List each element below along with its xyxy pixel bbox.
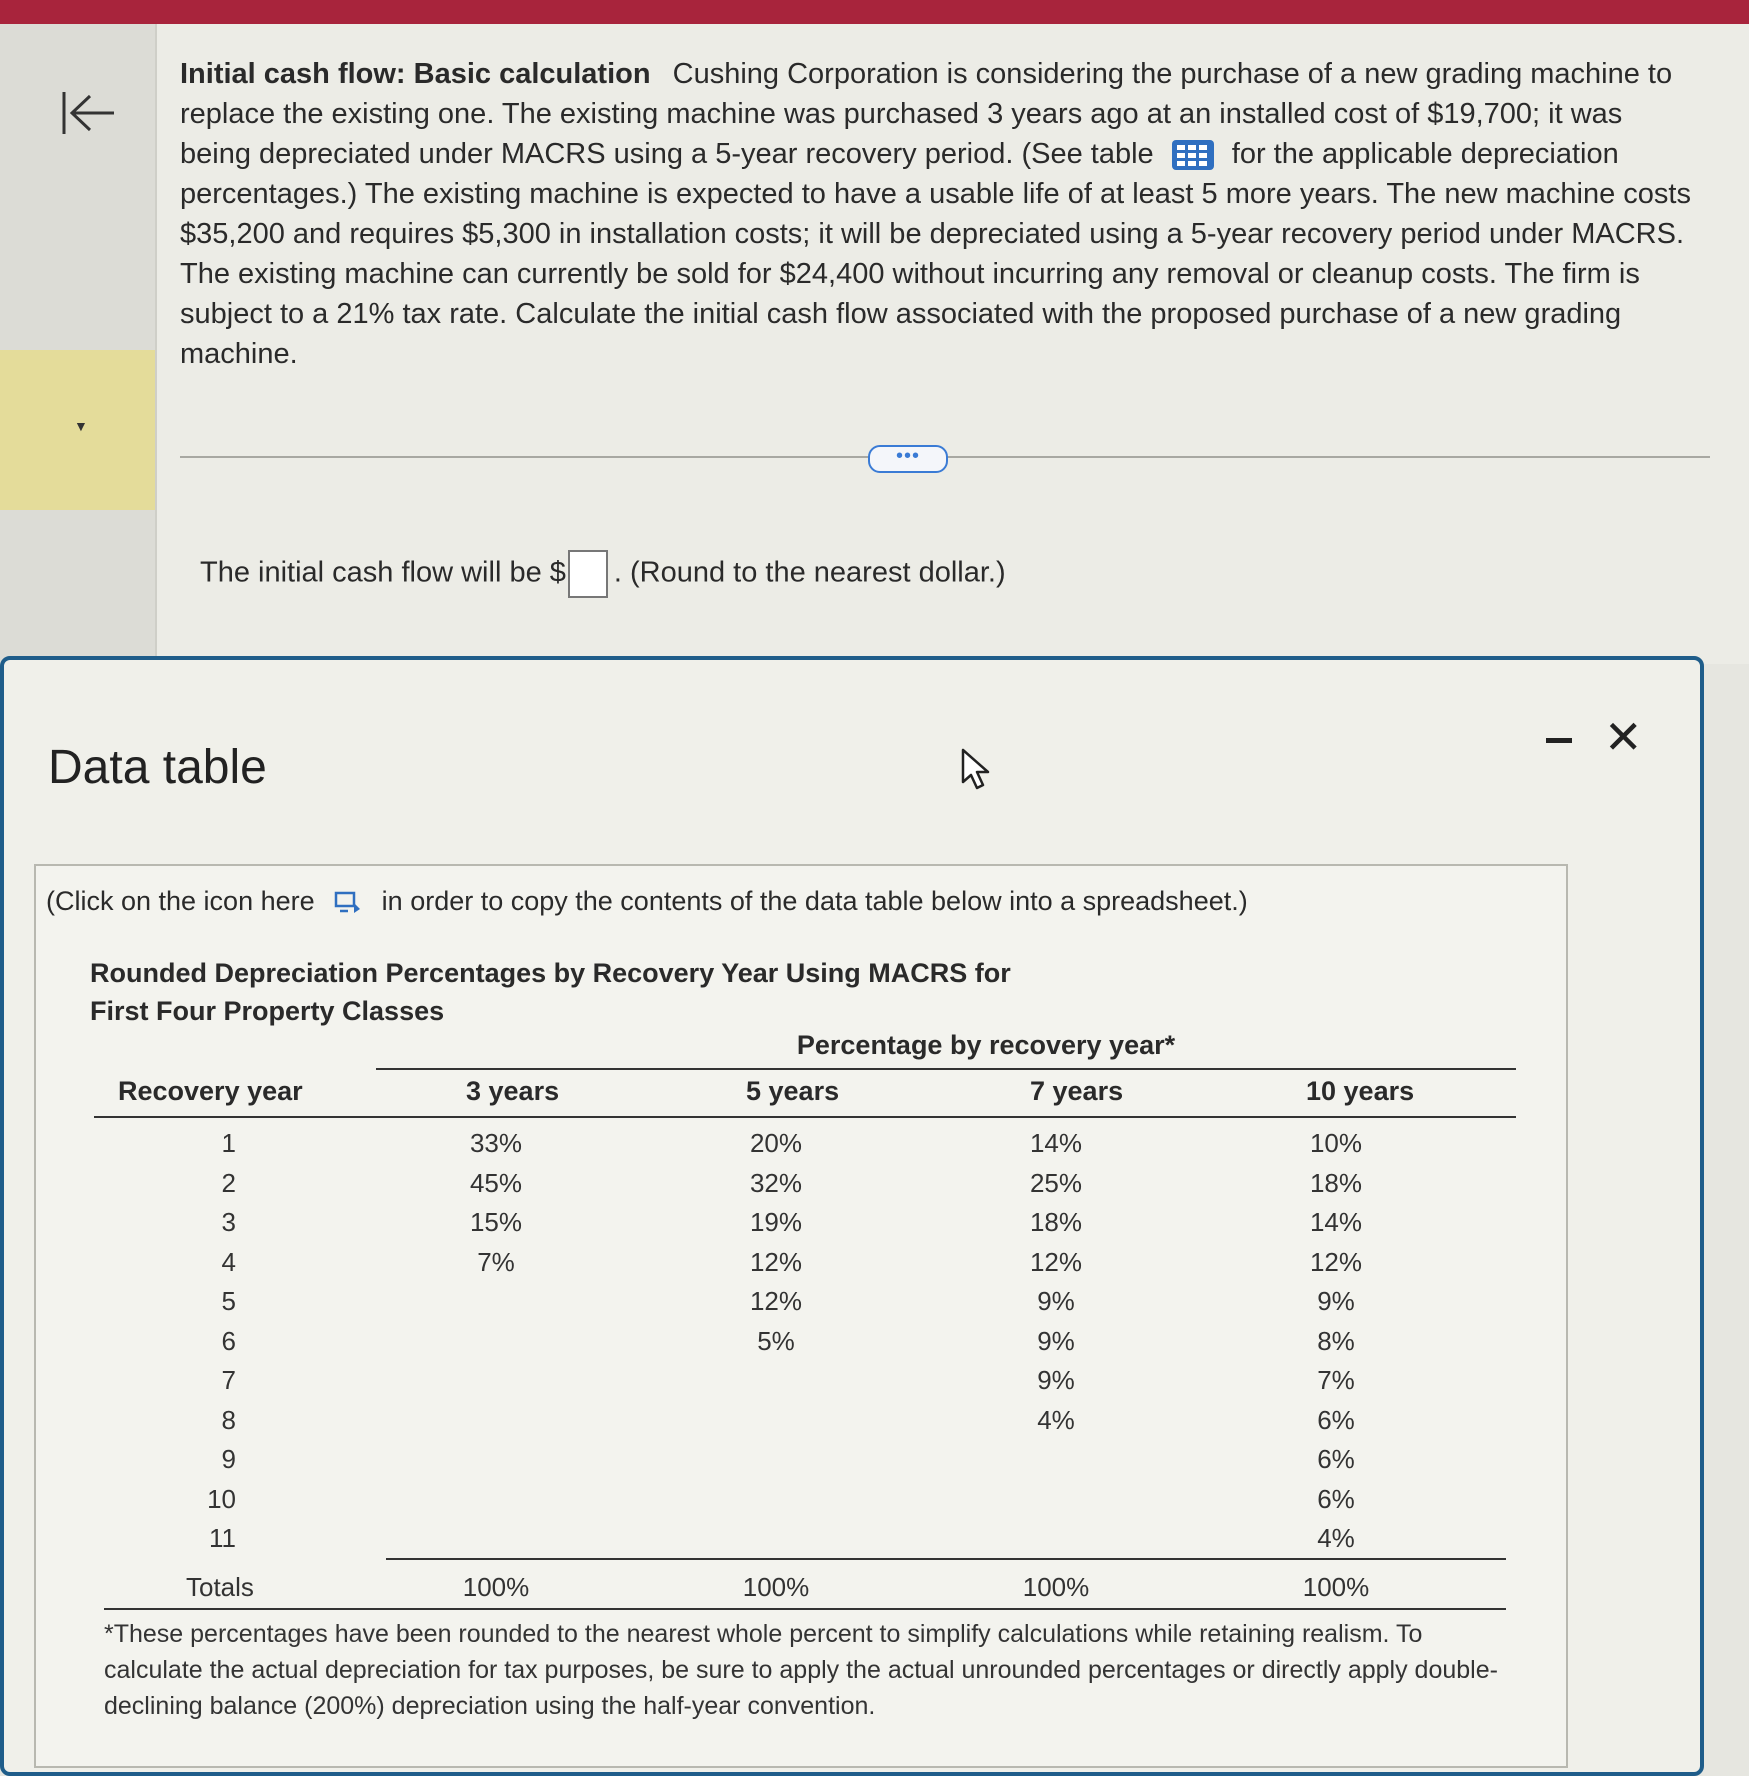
recovery-year-cell: 3	[221, 1207, 236, 1237]
expand-more-button[interactable]: •••	[868, 445, 948, 473]
percentage-cell: 12%	[1309, 1247, 1363, 1277]
minimize-button[interactable]	[1544, 718, 1574, 758]
percentage-cell: 25%	[1029, 1168, 1083, 1198]
table-title	[90, 954, 1011, 1030]
table-title-line2: First Four Property Classes	[90, 996, 445, 1026]
percentage-cell: 4%	[1037, 1405, 1075, 1435]
recovery-year-cell: 5	[221, 1286, 236, 1316]
header-rule	[94, 1116, 1516, 1118]
percentage-cell: 8%	[1317, 1326, 1355, 1356]
percentage-cell: 12%	[1029, 1247, 1083, 1277]
recovery-year-cell: 6	[221, 1326, 236, 1356]
bottom-rule	[104, 1608, 1506, 1610]
copy-note-text-1: (Click on the icon here	[46, 886, 315, 916]
percentage-cell: 15%	[469, 1207, 523, 1237]
recovery-year-cell: 1	[221, 1128, 236, 1158]
percentage-cell: 5%	[757, 1326, 795, 1356]
copy-note	[46, 886, 1248, 917]
percentage-cell: 9%	[1037, 1326, 1075, 1356]
total-7-years: 100%	[1022, 1572, 1090, 1602]
percentage-cell: 7%	[477, 1247, 515, 1277]
percentage-cell: 32%	[749, 1168, 803, 1198]
percentage-cell: 45%	[469, 1168, 523, 1198]
percentage-cell: 20%	[749, 1128, 803, 1158]
column-header-recovery-year: Recovery year	[118, 1076, 303, 1106]
dialog-title: Data table	[48, 741, 267, 794]
column-header-10-years: 10 years	[1306, 1076, 1415, 1106]
close-button[interactable]: ✕	[1604, 711, 1643, 763]
percentage-cell: 9%	[1317, 1286, 1355, 1316]
recovery-year-cell: 11	[209, 1523, 236, 1553]
answer-suffix: . (Round to the nearest dollar.)	[613, 556, 1006, 589]
answer-line	[200, 550, 1006, 598]
table-title-line1: Rounded Depreciation Percentages by Recovery Year Using MACRS for	[90, 958, 1011, 988]
back-to-start-icon[interactable]	[58, 88, 118, 138]
copy-spreadsheet-icon[interactable]	[334, 891, 362, 915]
mouse-cursor-icon	[960, 748, 994, 792]
column-header-3-years: 3 years	[466, 1076, 560, 1106]
column-header-5-years: 5 years	[746, 1076, 840, 1106]
problem-title: Initial cash flow: Basic calculation	[180, 58, 651, 90]
copy-note-text-2: in order to copy the contents of the data table below into a spreadsheet.)	[381, 886, 1248, 916]
percentage-cell: 14%	[1309, 1207, 1363, 1237]
percentage-cell: 12%	[749, 1247, 803, 1277]
percentage-cell: 9%	[1037, 1365, 1075, 1395]
top-bar	[0, 0, 1749, 24]
problem-statement	[180, 54, 1700, 374]
recovery-year-cell: 4	[221, 1247, 236, 1277]
data-table-dialog	[0, 656, 1704, 1776]
percentage-cell: 33%	[469, 1128, 523, 1158]
answer-prefix: The initial cash flow will be $	[200, 556, 566, 589]
total-5-years: 100%	[742, 1572, 810, 1602]
percentage-cell: 10%	[1309, 1128, 1363, 1158]
recovery-year-cell: 8	[221, 1405, 236, 1435]
group-header: Percentage by recovery year*	[796, 1030, 1176, 1060]
percentage-cell: 14%	[1029, 1128, 1083, 1158]
recovery-year-cell: 9	[221, 1444, 236, 1474]
total-3-years: 100%	[462, 1572, 530, 1602]
table-footnote: *These percentages have been rounded to the nearest whole percent to simplify calculations while retaining realism. To calculate the actual depreciation for tax purposes, be sure to apply the actual unrounded percentages or directly apply double-declining balance (200%) depreciation using the half-year convention.	[104, 1620, 1498, 1720]
percentage-cell: 6%	[1317, 1405, 1355, 1435]
answer-input[interactable]	[568, 550, 608, 598]
data-table-icon[interactable]	[1172, 140, 1214, 170]
percentage-cell: 9%	[1037, 1286, 1075, 1316]
percentage-cell: 6%	[1317, 1444, 1355, 1474]
recovery-year-cell: 10	[207, 1484, 236, 1514]
problem-text-part1: Cushing Corporation is considering the purchase of a new grading machine to replace the existing one. The existing machine was purchased 3 years ago at an installed cost of $19,700; it was being depreciated under MACRS using a 5-year recovery period. (See table	[180, 58, 1673, 170]
recovery-year-cell: 7	[221, 1365, 236, 1395]
percentage-cell: 4%	[1317, 1523, 1355, 1553]
percentage-cell: 18%	[1029, 1207, 1083, 1237]
column-header-7-years: 7 years	[1030, 1076, 1124, 1106]
totals-rule	[386, 1558, 1506, 1560]
group-rule	[376, 1068, 1516, 1070]
recovery-year-cell: 2	[221, 1168, 236, 1198]
percentage-cell: 7%	[1317, 1365, 1355, 1395]
problem-text-part2: for the applicable depreciation percentages.) The existing machine is expected to have a usable life of at least 5 more years. The new machine costs $35,200 and requires $5,300 in installation costs; it will be depreciated using a 5-year recovery period under MACRS. The existing machine can currently be sold for $24,400 without incurring any removal or cleanup costs. The firm is subject to a 21% tax rate. Calculate the initial cash flow associated with the proposed purchase of a new grading machine.	[180, 138, 1691, 370]
percentage-cell: 6%	[1317, 1484, 1355, 1514]
percentage-cell: 19%	[749, 1207, 803, 1237]
percentage-cell: 18%	[1309, 1168, 1363, 1198]
caret-down-icon: ▼	[74, 418, 88, 434]
data-table-container	[34, 864, 1568, 1768]
percentage-cell: 12%	[749, 1286, 803, 1316]
total-10-years: 100%	[1302, 1572, 1370, 1602]
totals-label: Totals	[186, 1572, 254, 1602]
